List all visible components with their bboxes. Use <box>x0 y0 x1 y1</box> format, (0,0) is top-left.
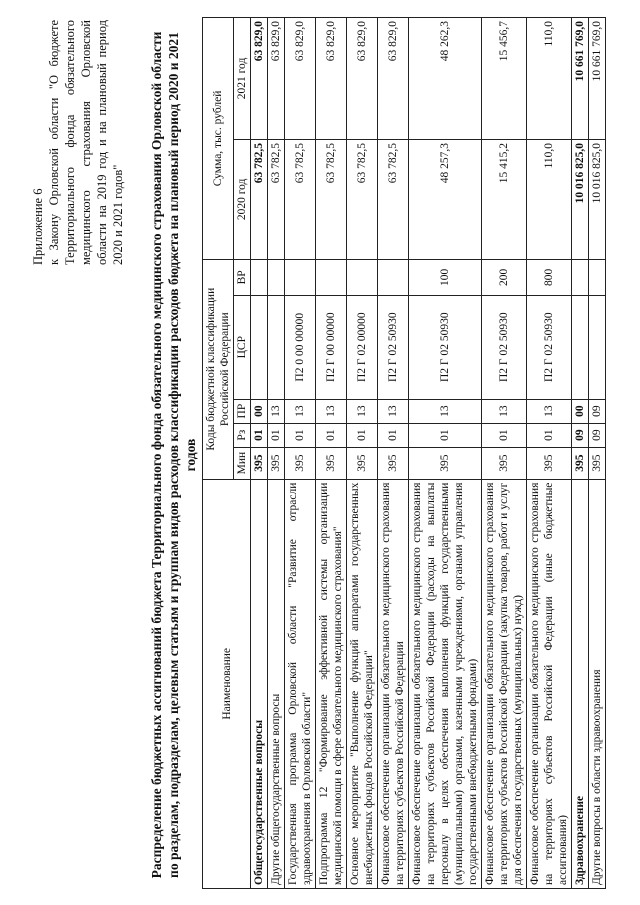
row-vr <box>589 259 606 295</box>
row-pr: 13 <box>268 399 285 423</box>
row-min: 395 <box>347 447 378 479</box>
row-csr <box>268 295 285 399</box>
row-min: 395 <box>316 447 347 479</box>
row-2021: 10 661 769,0 <box>572 18 589 140</box>
row-2021: 10 661 769,0 <box>589 18 606 140</box>
row-csr: П2 0 00 00000 <box>285 295 316 399</box>
row-2020: 63 782,5 <box>378 139 409 259</box>
row-rz: 01 <box>316 423 347 447</box>
row-csr: П2 Г 02 50930 <box>409 295 482 399</box>
row-pr: 13 <box>378 399 409 423</box>
row-pr: 13 <box>347 399 378 423</box>
table-row <box>316 18 347 889</box>
row-pr: 13 <box>482 399 527 423</box>
table-body <box>251 18 606 889</box>
row-2021: 15 456,7 <box>482 18 527 140</box>
table-row <box>482 18 527 889</box>
row-min: 395 <box>285 447 316 479</box>
row-2020: 110,0 <box>527 139 572 259</box>
row-vr <box>251 259 268 295</box>
row-name: Основное мероприятие "Выполнение функций аппаратами государственных внебюджетных фондов Российской Федерации" <box>347 479 378 888</box>
row-2020: 10 016 825,0 <box>572 139 589 259</box>
row-vr <box>268 259 285 295</box>
row-name: Подпрограмма 12 "Формирование эффективной системы организации медицинской помощи в сфере обязательного медицинского страхования" <box>316 479 347 888</box>
row-2020: 48 257,3 <box>409 139 482 259</box>
row-name: Общегосударственные вопросы <box>251 479 268 888</box>
row-2021: 63 829,0 <box>316 18 347 140</box>
header-2021: 2021 год <box>234 18 251 140</box>
row-min: 395 <box>378 447 409 479</box>
row-name: Финансовое обеспечение организации обязательного медицинского страхования на территориях субъектов Российской Федерации <box>378 479 409 888</box>
document-title: Распределение бюджетных ассигнований бюджета Территориального фонда обязательного медицинского страхования Орловской области по разделам, подразделам, целевым статьям и группам видов расходов классификации расходов бюджета на плановый период 2020 и 2021 годов <box>149 31 198 879</box>
row-name: Финансовое обеспечение организации обязательного медицинского страхования на территориях субъектов Российской Федерации (расходы на выплаты персоналу в целях обеспечения выполнения функций государственными (муниципальными) органами, казенными учреждениями, органами управления государственными внебюджетными фондами) <box>409 479 482 888</box>
row-csr <box>589 295 606 399</box>
table-row <box>572 18 589 889</box>
row-2020: 10 016 825,0 <box>589 139 606 259</box>
row-rz: 01 <box>527 423 572 447</box>
row-pr: 09 <box>589 399 606 423</box>
row-2021: 63 829,0 <box>268 18 285 140</box>
header-2020: 2020 год <box>234 139 251 259</box>
row-name: Здравоохранение <box>572 479 589 888</box>
row-csr: П2 Г 02 00000 <box>347 295 378 399</box>
row-csr <box>572 295 589 399</box>
row-2021: 63 829,0 <box>251 18 268 140</box>
row-name: Финансовое обеспечение организации обязательного медицинского страхования на территориях субъектов Российской Федерации (иные бюджетные ассигнования) <box>527 479 572 888</box>
row-vr: 200 <box>482 259 527 295</box>
row-pr: 13 <box>409 399 482 423</box>
appendix-line: к Закону Орловской области "О бюджете Территориального фонда обязательного медицинского страхования Орловской области на 2019 год и на плановый период 2020 и 2021 годов" <box>47 20 125 265</box>
row-vr <box>572 259 589 295</box>
table-row <box>268 18 285 889</box>
row-rz: 09 <box>589 423 606 447</box>
row-name: Финансовое обеспечение организации обязательного медицинского страхования на территориях субъектов Российской Федерации (закупка товаров, работ и услуг для обеспечения государственных (муниципальных) нужд) <box>482 479 527 888</box>
row-min: 395 <box>251 447 268 479</box>
row-2020: 63 782,5 <box>316 139 347 259</box>
row-vr <box>285 259 316 295</box>
row-rz: 01 <box>268 423 285 447</box>
row-csr <box>251 295 268 399</box>
header-min: Мин <box>234 447 251 479</box>
row-min: 395 <box>482 447 527 479</box>
row-csr: П2 Г 02 50930 <box>378 295 409 399</box>
row-name: Другие вопросы в области здравоохранения <box>589 479 606 888</box>
row-min: 395 <box>572 447 589 479</box>
row-2020: 63 782,5 <box>347 139 378 259</box>
row-2020: 63 782,5 <box>285 139 316 259</box>
header-row <box>203 18 234 889</box>
row-rz: 09 <box>572 423 589 447</box>
row-rz: 01 <box>482 423 527 447</box>
header-name: Наименование <box>203 479 251 888</box>
row-rz: 01 <box>409 423 482 447</box>
row-pr: 13 <box>316 399 347 423</box>
row-rz: 01 <box>251 423 268 447</box>
row-2021: 63 829,0 <box>378 18 409 140</box>
appendix-line: Приложение 6 <box>31 188 45 265</box>
header-sum: Сумма, тыс. рублей <box>203 18 234 260</box>
row-vr: 100 <box>409 259 482 295</box>
table-row <box>378 18 409 889</box>
row-csr: П2 Г 00 00000 <box>316 295 347 399</box>
row-pr: 13 <box>285 399 316 423</box>
table-row <box>285 18 316 889</box>
table-row <box>589 18 606 889</box>
row-2020: 63 782,5 <box>251 139 268 259</box>
header-codes: Коды бюджетной классификации Российской Федерации <box>203 259 234 479</box>
row-2021: 63 829,0 <box>285 18 316 140</box>
row-pr: 13 <box>527 399 572 423</box>
row-min: 395 <box>527 447 572 479</box>
appendix-note <box>30 20 126 265</box>
row-vr: 800 <box>527 259 572 295</box>
row-rz: 01 <box>347 423 378 447</box>
header-vr: ВР <box>234 259 251 295</box>
row-2021: 63 829,0 <box>347 18 378 140</box>
row-pr: 00 <box>251 399 268 423</box>
row-rz: 01 <box>378 423 409 447</box>
table-row <box>347 18 378 889</box>
row-vr <box>316 259 347 295</box>
row-vr <box>378 259 409 295</box>
row-2020: 15 415,2 <box>482 139 527 259</box>
row-2020: 63 782,5 <box>268 139 285 259</box>
table-row <box>251 18 268 889</box>
header-pr: ПР <box>234 399 251 423</box>
header-rz: Рз <box>234 423 251 447</box>
row-name: Государственная программа Орловской области "Развитие отрасли здравоохранения в Орловской области" <box>285 479 316 888</box>
table-row <box>527 18 572 889</box>
row-vr <box>347 259 378 295</box>
budget-table <box>202 17 606 889</box>
row-csr: П2 Г 02 50930 <box>527 295 572 399</box>
row-pr: 00 <box>572 399 589 423</box>
table-row <box>409 18 482 889</box>
row-min: 395 <box>409 447 482 479</box>
row-min: 395 <box>268 447 285 479</box>
row-csr: П2 Г 02 50930 <box>482 295 527 399</box>
row-rz: 01 <box>285 423 316 447</box>
row-name: Другие общегосударственные вопросы <box>268 479 285 888</box>
row-2021: 48 262,3 <box>409 18 482 140</box>
row-2021: 110,0 <box>527 18 572 140</box>
header-csr: ЦСР <box>234 295 251 399</box>
row-min: 395 <box>589 447 606 479</box>
